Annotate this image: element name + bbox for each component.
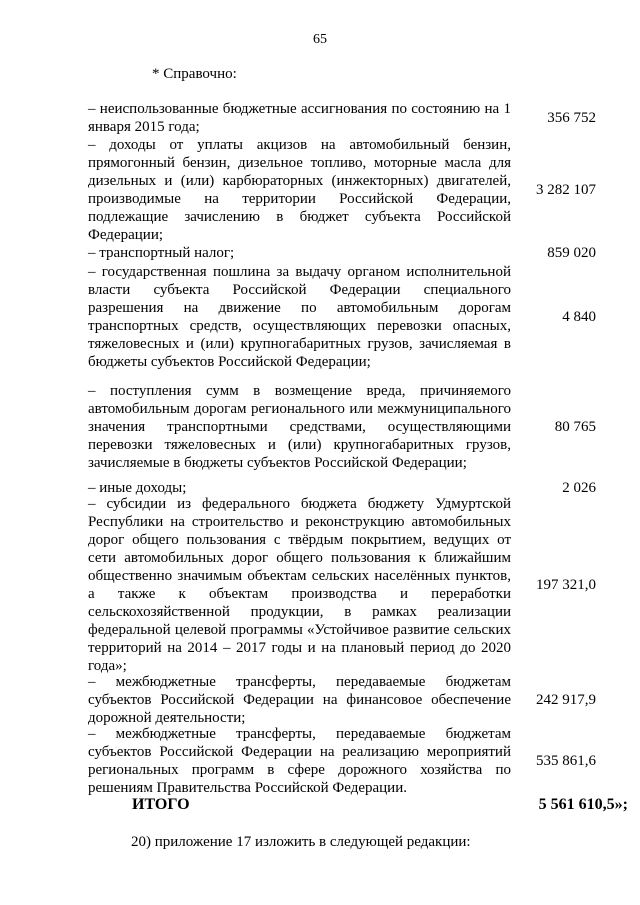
row-description: – неиспользованные бюджетные ассигнования по состоянию на 1 января 2015 года; bbox=[88, 101, 511, 135]
row-value: 197 321,0 bbox=[536, 577, 596, 593]
table-row bbox=[88, 100, 633, 136]
reference-heading: * Справочно: bbox=[152, 66, 237, 82]
row-description: – иные доходы; bbox=[88, 480, 187, 496]
row-value: 242 917,9 bbox=[536, 692, 596, 708]
total-label: ИТОГО bbox=[132, 796, 190, 813]
row-value: 4 840 bbox=[562, 309, 596, 325]
closing-paragraph: 20) приложение 17 изложить в следующей редакции: bbox=[131, 834, 471, 850]
row-description: – государственная пошлина за выдачу органом исполнительной власти субъекта Российской Федерации специального разрешения на движение по автомобильным дорогам транспортных средств, осуществляющих перевозки опасных, тяжеловесных и (или) крупногабаритных грузов, зачисляемая в бюджеты субъектов Российской Федерации; bbox=[88, 264, 511, 370]
table-row bbox=[88, 727, 633, 795]
table-row bbox=[88, 373, 633, 481]
row-description: – доходы от уплаты акцизов на автомобильный бензин, прямогонный бензин, дизельное топливо, моторные масла для дизельных и (или) карбюраторных (инжекторных) двигателей, производимые на территории Российской Федерации, подлежащие зачислению в бюджет субъекта Российской Федерации; bbox=[88, 137, 511, 243]
row-description: – субсидии из федерального бюджета бюджету Удмуртской Республики на строительство и реконструкцию автомобильных дорог общего пользования с твёрдым покрытием, ведущих от сети автомобильных дорог общего пользования к ближайшим общественно значимым объектам сельских населённых пунктов, а также к объектам производства и переработки сельскохозяйственной продукции, в рамках реализации федеральной целевой программы «Устойчивое развитие сельских территорий на 2014 – 2017 годы и на плановый период до 2020 года»; bbox=[88, 496, 511, 674]
row-description: – межбюджетные трансферты, передаваемые бюджетам субъектов Российской Федерации на финансовое обеспечение дорожной деятельности; bbox=[88, 674, 511, 726]
table-row bbox=[88, 673, 633, 727]
row-value: 80 765 bbox=[554, 419, 596, 435]
total-value: 5 561 610,5»; bbox=[538, 796, 628, 813]
row-description: – транспортный налог; bbox=[88, 245, 235, 261]
row-description: – поступления сумм в возмещение вреда, причиняемого автомобильным дорогам регионального или межмуниципального значения транспортными средствами, осуществляющими перевозки тяжеловесных и (или) крупногабаритных грузов, зачисляемые в бюджеты субъектов Российской Федерации; bbox=[88, 383, 511, 471]
table-row bbox=[88, 136, 633, 244]
row-description: – межбюджетные трансферты, передаваемые бюджетам субъектов Российской Федерации на реализацию мероприятий региональных программ в сфере дорожного хозяйства по решениям Правительства Российской Федерации. bbox=[88, 726, 511, 796]
row-value: 535 861,6 bbox=[536, 753, 596, 769]
table-row bbox=[88, 263, 633, 371]
row-value: 356 752 bbox=[547, 110, 596, 126]
table-row bbox=[88, 497, 633, 673]
row-value: 859 020 bbox=[547, 245, 596, 261]
row-value: 2 026 bbox=[562, 480, 596, 496]
row-value: 3 282 107 bbox=[536, 182, 596, 198]
page-number: 65 bbox=[313, 32, 327, 47]
total-row bbox=[88, 795, 633, 815]
table-row bbox=[88, 244, 633, 262]
